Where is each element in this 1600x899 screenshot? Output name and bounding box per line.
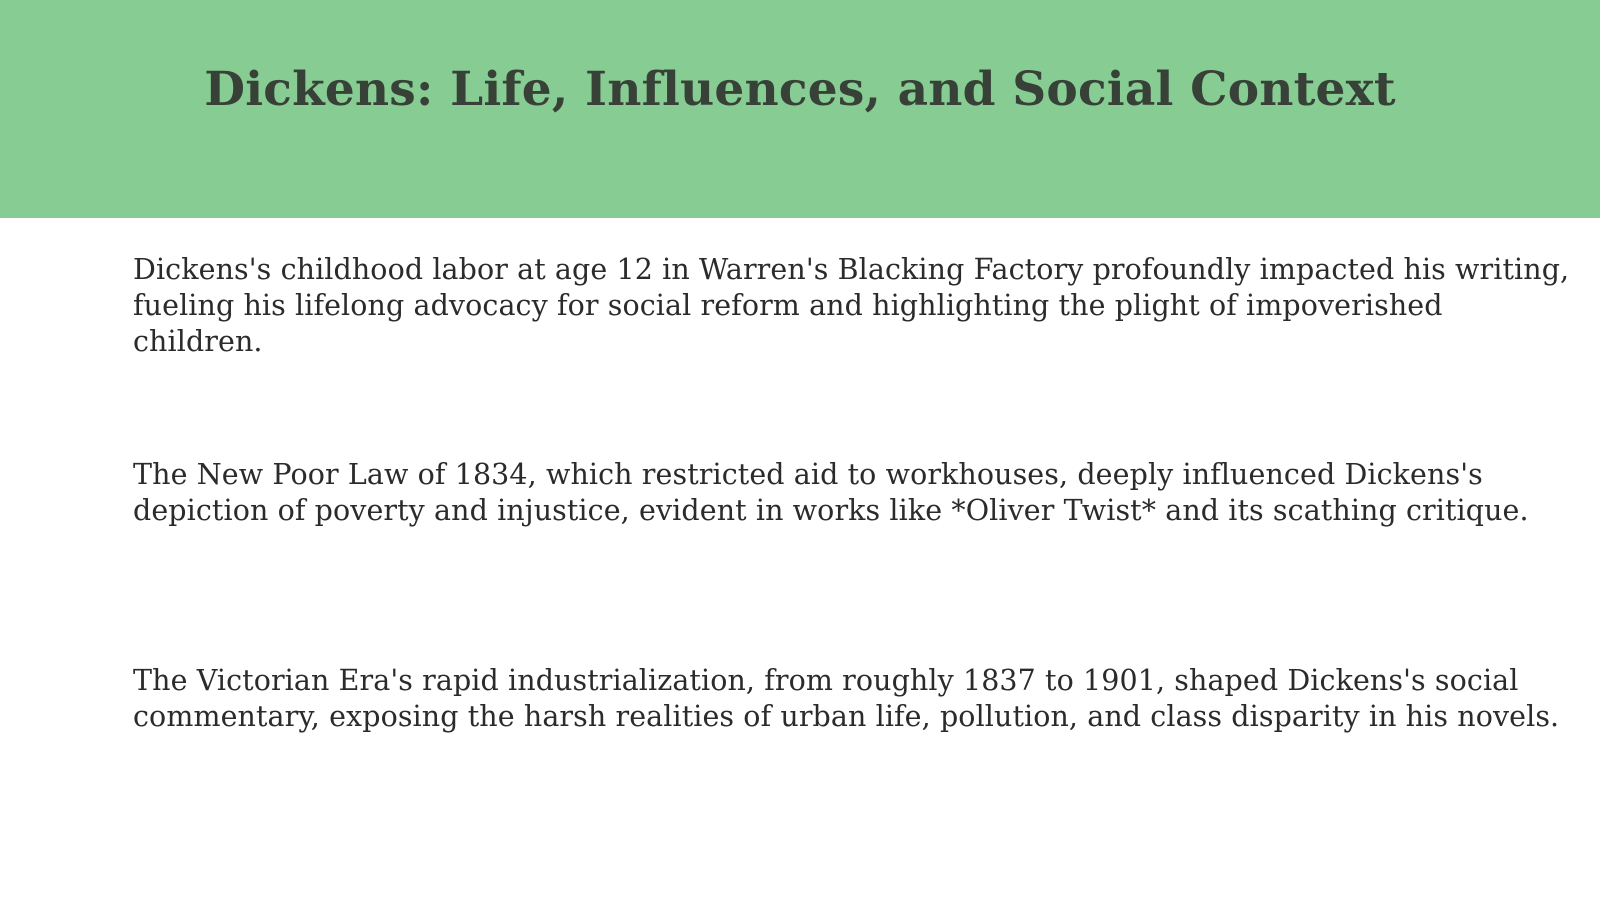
header-band	[0, 0, 1600, 218]
slide-title: Dickens: Life, Influences, and Social Context	[204, 62, 1396, 117]
paragraph-new-poor-law: The New Poor Law of 1834, which restricted aid to workhouses, deeply influenced Dickens's depiction of poverty and injustice, evident in works like *Oliver Twist* and its scathing critique.	[133, 458, 1529, 527]
paragraph-childhood-labor: Dickens's childhood labor at age 12 in Warren's Blacking Factory profoundly impacted his writing, fueling his lifelong advocacy for social reform and highlighting the plight of impoverished children.	[133, 253, 1570, 358]
paragraph-victorian-era: The Victorian Era's rapid industrialization, from roughly 1837 to 1901, shaped Dickens's social commentary, exposing the harsh realities of urban life, pollution, and class disparity in his novels.	[133, 664, 1560, 733]
